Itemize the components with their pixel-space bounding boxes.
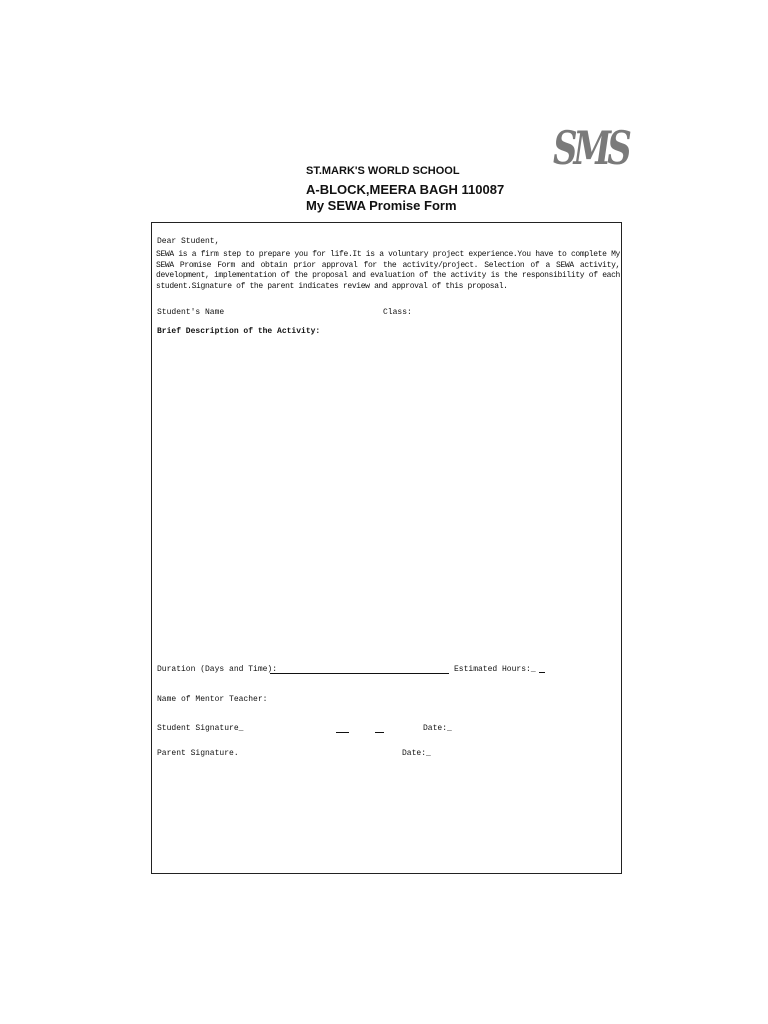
mentor-teacher-label: Name of Mentor Teacher: <box>157 695 268 704</box>
signature-blank-line[interactable] <box>336 732 349 733</box>
parent-date-label: Date:_ <box>402 749 431 758</box>
intro-paragraph: SEWA is a firm step to prepare you for life.It is a voluntary project experience.You have to complete My SEWA Promise Form and obtain prior approval for the activity/project. Selection of a SEWA activity, development, implementation of the proposal and evaluation of the activity is the responsibility of each student.Signature of the parent indicates review and approval of this proposal. <box>156 250 620 291</box>
student-name-label: Student's Name <box>157 308 225 317</box>
duration-label: Duration (Days and Time): <box>157 665 278 674</box>
duration-field-line[interactable] <box>270 673 449 674</box>
greeting: Dear Student, <box>157 237 220 246</box>
school-logo <box>553 120 628 176</box>
class-label: Class: <box>383 308 412 317</box>
brief-description-label: Brief Description of the Activity: <box>157 327 321 336</box>
form-border <box>151 222 622 874</box>
logo-lettering: SMS <box>553 121 628 176</box>
estimated-hours-blank[interactable] <box>539 672 545 673</box>
student-signature-label: Student Signature_ <box>157 724 244 733</box>
estimated-hours-label: Estimated Hours:_ <box>454 665 536 674</box>
school-name: ST.MARK'S WORLD SCHOOL <box>306 165 460 177</box>
parent-signature-label: Parent Signature. <box>157 749 239 758</box>
form-title: My SEWA Promise Form <box>306 198 457 213</box>
school-address: A-BLOCK,MEERA BAGH 110087 <box>306 182 505 197</box>
signature-blank-line[interactable] <box>375 732 384 733</box>
student-date-label: Date:_ <box>423 724 452 733</box>
